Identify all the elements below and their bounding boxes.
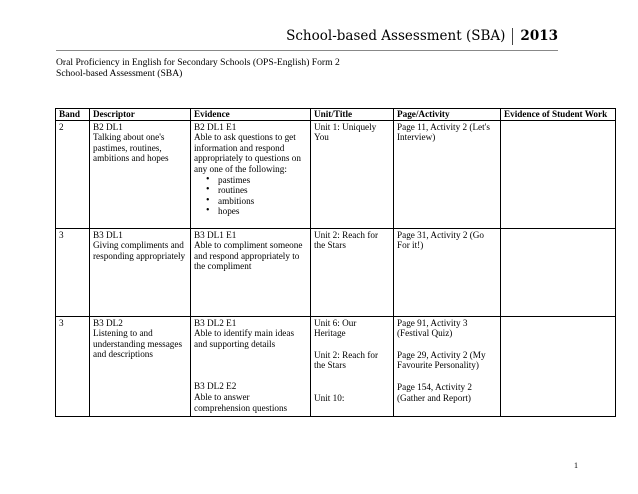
unit-entry: Unit 2: Reach for the Stars	[314, 349, 379, 371]
page-number: 1	[574, 461, 578, 470]
list-item: • ambitions	[218, 196, 307, 207]
page-activity-entry: Page 29, Activity 2 (My Favourite Personality)	[397, 349, 486, 371]
evidence-code: B3 DL1 E1	[194, 229, 237, 240]
evidence-text: Able to identify main ideas and supporting details	[194, 328, 295, 349]
column-header-evidence: Evidence	[191, 109, 311, 121]
student-work-cell	[501, 316, 616, 416]
document-heading-line-2: School-based Assessment (SBA)	[56, 68, 183, 79]
descriptor-text: Talking about one's pastimes, routines, ambitions and hopes	[93, 132, 169, 164]
unit-cell	[311, 316, 394, 416]
list-item: • hopes	[218, 206, 307, 217]
table-header-row	[56, 109, 616, 121]
column-header-student-work: Evidence of Student Work	[501, 109, 616, 121]
column-header-unit-title: Unit/Title	[311, 109, 394, 121]
descriptor-text: Giving compliments and responding appropriately	[93, 240, 186, 261]
table-row	[56, 120, 616, 228]
student-work-cell	[501, 120, 616, 228]
column-header-descriptor: Descriptor	[90, 109, 191, 121]
evidence-group-2	[194, 381, 307, 413]
descriptor-code: B3 DL2	[93, 317, 123, 328]
band-cell: 3	[56, 316, 90, 416]
page-activity-cell	[394, 316, 501, 416]
header-title: School-based Assessment (SBA)	[286, 28, 506, 44]
table-row	[56, 228, 616, 316]
student-work-cell	[501, 228, 616, 316]
descriptor-code: B2 DL1	[93, 121, 123, 132]
evidence-code: B3 DL2 E2	[194, 381, 237, 392]
evidence-text: Able to compliment someone and respond appropriately to the compliment	[194, 240, 303, 272]
descriptor-cell	[90, 120, 191, 228]
unit-entry: Unit 10:	[314, 392, 345, 403]
evidence-text: Able to ask questions to get information and respond appropriately to questions on any one of the following:	[194, 132, 301, 174]
evidence-group-1	[194, 318, 307, 350]
document-heading-line-1: Oral Proficiency in English for Secondary Schools (OPS-English) Form 2	[56, 57, 340, 68]
evidence-code: B2 DL1 E1	[194, 121, 237, 132]
page-header	[286, 28, 558, 45]
band-cell: 3	[56, 228, 90, 316]
list-item: • pastimes	[218, 175, 307, 186]
page-activity-entry: Page 154, Activity 2 (Gather and Report)	[397, 381, 473, 403]
evidence-text: Able to answer comprehension questions	[194, 391, 288, 413]
descriptor-cell	[90, 316, 191, 416]
unit-cell: Unit 2: Reach for the Stars	[311, 228, 394, 316]
column-header-band: Band	[56, 109, 90, 121]
header-year: 2013	[512, 28, 558, 45]
column-header-page-activity: Page/Activity	[394, 109, 501, 121]
page-activity-cell: Page 11, Activity 2 (Let's Interview)	[394, 120, 501, 228]
descriptor-code: B3 DL1	[93, 229, 123, 240]
band-cell: 2	[56, 120, 90, 228]
unit-cell: Unit 1: Uniquely You	[311, 120, 394, 228]
descriptor-cell	[90, 228, 191, 316]
header-divider	[56, 50, 558, 51]
unit-entry: Unit 6: Our Heritage	[314, 317, 357, 339]
evidence-bullet-list	[194, 175, 307, 217]
table-row	[56, 316, 616, 416]
descriptor-text: Listening to and understanding messages and descriptions	[93, 328, 183, 360]
document-heading	[56, 57, 340, 79]
list-item: • routines	[218, 185, 307, 196]
evidence-cell	[191, 120, 311, 228]
evidence-cell	[191, 316, 311, 416]
page-activity-cell: Page 31, Activity 2 (Go For it!)	[394, 228, 501, 316]
evidence-code: B3 DL2 E1	[194, 317, 237, 328]
evidence-cell	[191, 228, 311, 316]
sba-table	[55, 108, 616, 417]
page-activity-entry: Page 91, Activity 3 (Festival Quiz)	[397, 317, 468, 339]
